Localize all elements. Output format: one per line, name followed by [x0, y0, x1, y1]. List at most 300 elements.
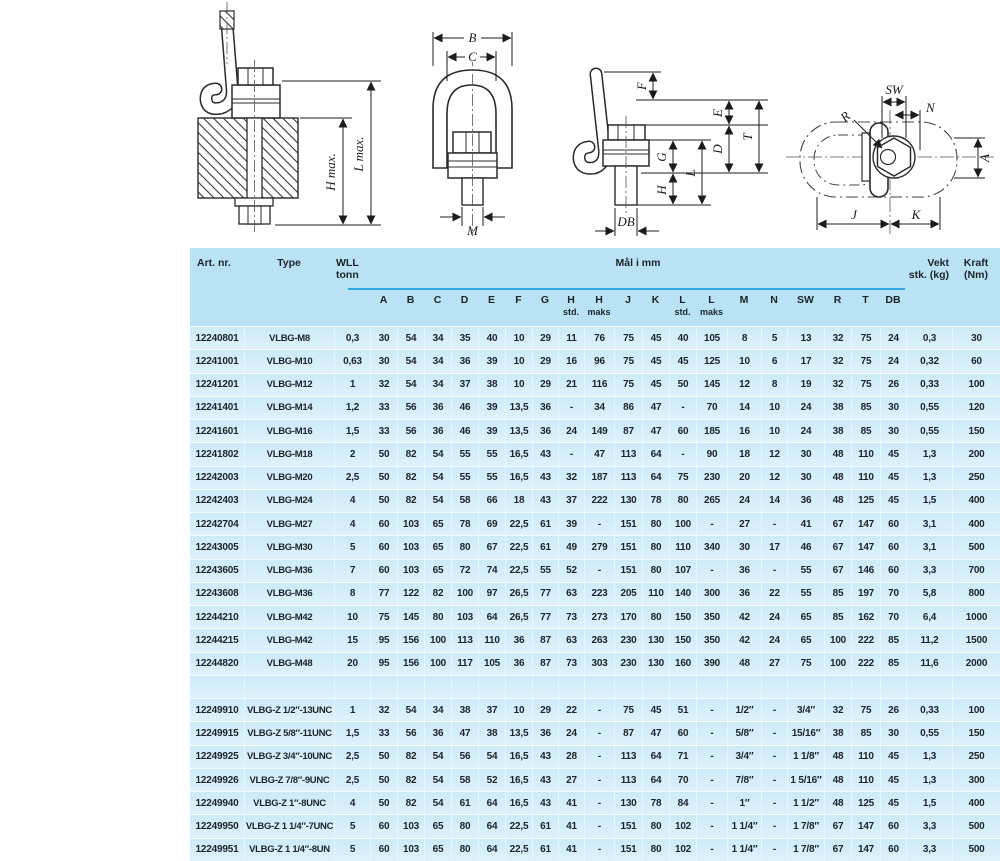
table-cell: 30 — [370, 350, 397, 372]
table-cell: 60 — [370, 560, 397, 582]
table-cell: - — [761, 699, 787, 721]
table-cell: 36 — [505, 629, 532, 651]
table-cell: 55 — [532, 560, 558, 582]
table-cell: 113 — [614, 467, 642, 489]
dim-label-b: B — [468, 30, 477, 45]
table-cell: 12241201 — [195, 379, 239, 391]
table-cell: 147 — [851, 815, 880, 837]
table-row — [190, 745, 1000, 768]
table-cell: 60 — [370, 536, 397, 558]
table-cell: 13,5 — [505, 722, 532, 744]
table-cell — [906, 676, 952, 698]
table-cell: 50 — [370, 769, 397, 791]
table-cell: 47 — [642, 420, 669, 442]
table-cell: 80 — [451, 536, 478, 558]
table-cell: 74 — [478, 560, 505, 582]
table-cell: 46 — [451, 397, 478, 419]
table-cell: 22,5 — [505, 815, 532, 837]
table-cell: 55 — [478, 467, 505, 489]
table-cell: 47 — [642, 722, 669, 744]
table-cell: 75 — [851, 699, 880, 721]
table-cell: 56 — [397, 397, 424, 419]
table-cell: - — [584, 839, 614, 861]
table-cell: 27 — [558, 769, 584, 791]
dim-col-header: M — [739, 294, 749, 306]
table-cell: 46 — [451, 420, 478, 442]
table-cell: - — [761, 815, 787, 837]
table-cell: 147 — [851, 536, 880, 558]
table-cell: 36 — [424, 722, 451, 744]
table-cell: 110 — [851, 746, 880, 768]
table-cell: 2 — [334, 443, 370, 465]
table-cell: 64 — [642, 467, 669, 489]
table-cell: 30 — [787, 467, 824, 489]
header-wll: WLL tonn — [336, 257, 359, 281]
table-cell: 66 — [478, 490, 505, 512]
table-cell: 77 — [532, 583, 558, 605]
table-cell: 42 — [727, 629, 761, 651]
table-cell: 5 — [334, 839, 370, 861]
table-cell: 80 — [642, 815, 669, 837]
bottom-washer — [235, 198, 273, 206]
table-cell: 110 — [669, 536, 696, 558]
table-cell: 36 — [532, 420, 558, 442]
table-cell: 40 — [669, 327, 696, 349]
spec-table — [190, 248, 1000, 861]
header-dims-group: Mål i mm — [615, 257, 661, 269]
table-cell: 42 — [727, 606, 761, 628]
table-cell: 162 — [851, 606, 880, 628]
table-cell: 265 — [696, 490, 727, 512]
table-cell: 1 1/2″ — [787, 792, 824, 814]
table-row — [190, 466, 1000, 489]
table-cell — [478, 676, 505, 698]
table-cell: 38 — [824, 420, 851, 442]
table-cell: 170 — [614, 606, 642, 628]
table-cell: 13,5 — [505, 397, 532, 419]
table-cell: 16,5 — [505, 769, 532, 791]
table-cell: 4 — [334, 792, 370, 814]
table-cell: 13 — [787, 327, 824, 349]
table-cell: 47 — [642, 397, 669, 419]
table-cell: 36 — [532, 722, 558, 744]
table-header — [190, 248, 1000, 326]
table-cell: 64 — [478, 839, 505, 861]
table-cell: 110 — [851, 769, 880, 791]
table-cell — [424, 676, 451, 698]
table-cell: 41 — [787, 513, 824, 535]
table-cell: - — [696, 746, 727, 768]
table-cell: - — [584, 769, 614, 791]
table-cell: VLBG-Z 1/2″-13UNC — [244, 699, 334, 721]
table-cell: 17 — [787, 350, 824, 372]
table-row — [190, 326, 1000, 349]
table-cell: 147 — [851, 839, 880, 861]
table-cell: 60 — [370, 815, 397, 837]
table-cell: 100 — [952, 374, 1000, 396]
table-cell: VLBG-M36 — [244, 583, 334, 605]
table-cell: 50 — [370, 467, 397, 489]
table-cell: 24 — [727, 490, 761, 512]
table-cell: 223 — [584, 583, 614, 605]
table-cell: 36 — [424, 397, 451, 419]
table-cell: 14 — [761, 490, 787, 512]
table-cell: - — [584, 815, 614, 837]
table-cell: 1″ — [727, 792, 761, 814]
table-cell: 80 — [642, 560, 669, 582]
table-cell: 130 — [642, 653, 669, 675]
table-cell: 12241802 — [195, 448, 239, 460]
table-cell: 35 — [451, 327, 478, 349]
table-cell: 50 — [669, 374, 696, 396]
table-cell: 45 — [642, 699, 669, 721]
header-type: Type — [277, 257, 301, 269]
table-cell: 64 — [478, 792, 505, 814]
table-cell: 12249950 — [195, 821, 239, 833]
table-cell: 12244820 — [195, 658, 239, 670]
table-cell — [558, 676, 584, 698]
dim-label-f: F — [634, 82, 649, 90]
table-cell: 61 — [451, 792, 478, 814]
dim-col-header: A — [379, 294, 388, 306]
table-cell: 125 — [851, 792, 880, 814]
table-row — [190, 814, 1000, 837]
table-cell: 45 — [880, 792, 906, 814]
table-cell: 55 — [451, 443, 478, 465]
table-row — [190, 838, 1000, 861]
table-cell: 67 — [824, 513, 851, 535]
table-cell: - — [558, 443, 584, 465]
table-cell: 1 1/8″ — [787, 746, 824, 768]
table-cell: 1,5 — [906, 490, 952, 512]
table-cell: 2000 — [952, 653, 1000, 675]
table-cell: - — [584, 792, 614, 814]
table-cell: - — [584, 722, 614, 744]
table-cell: 67 — [824, 560, 851, 582]
table-cell: 24 — [761, 606, 787, 628]
table-cell: 45 — [642, 374, 669, 396]
table-cell: 3,1 — [906, 513, 952, 535]
table-cell: 49 — [558, 536, 584, 558]
table-cell — [952, 676, 1000, 698]
table-cell: 84 — [669, 792, 696, 814]
table-cell: 65 — [787, 629, 824, 651]
hex-nut — [453, 132, 491, 153]
table-cell: 12241001 — [195, 355, 239, 367]
table-row — [190, 396, 1000, 419]
bolt-hole — [881, 150, 896, 165]
header-art-nr: Art. nr. — [197, 257, 231, 269]
table-cell: 100 — [424, 629, 451, 651]
table-cell: 87 — [614, 722, 642, 744]
table-cell: 100 — [424, 653, 451, 675]
table-cell: 78 — [451, 513, 478, 535]
table-cell: 10 — [761, 420, 787, 442]
table-cell: 26,5 — [505, 606, 532, 628]
table-cell: 150 — [669, 606, 696, 628]
table-cell: 75 — [851, 374, 880, 396]
table-cell: 85 — [851, 397, 880, 419]
table-cell: 250 — [952, 467, 1000, 489]
table-cell: 24 — [558, 722, 584, 744]
table-cell: 28 — [558, 746, 584, 768]
table-cell: 24 — [787, 397, 824, 419]
table-cell: 60 — [370, 513, 397, 535]
table-cell: 10 — [505, 350, 532, 372]
table-cell: 103 — [397, 560, 424, 582]
table-cell: 97 — [478, 583, 505, 605]
table-cell: 43 — [532, 769, 558, 791]
table-cell: 1 1/4″ — [727, 839, 761, 861]
table-cell — [334, 676, 370, 698]
collar-plate — [862, 133, 870, 181]
table-cell: 77 — [370, 583, 397, 605]
table-cell: 39 — [478, 350, 505, 372]
table-cell: - — [696, 513, 727, 535]
table-cell: 16 — [727, 420, 761, 442]
table-cell: 500 — [952, 815, 1000, 837]
table-cell: 200 — [952, 443, 1000, 465]
table-cell: 78 — [642, 792, 669, 814]
table-cell: - — [696, 560, 727, 582]
table-cell: 102 — [669, 839, 696, 861]
table-cell: 95 — [370, 653, 397, 675]
table-cell: 54 — [424, 746, 451, 768]
table-cell — [397, 676, 424, 698]
dim-col-header: L std. — [674, 294, 691, 317]
table-cell: VLBG-Z 1 1/4″-7UNC — [244, 815, 334, 837]
table-cell: VLBG-M30 — [244, 536, 334, 558]
table-cell: 86 — [614, 397, 642, 419]
drawing-side-view — [556, 28, 791, 246]
table-cell: 103 — [397, 536, 424, 558]
table-cell: 5 — [334, 536, 370, 558]
table-cell: 33 — [370, 420, 397, 442]
table-cell: 58 — [451, 769, 478, 791]
table-cell: 1/2″ — [727, 699, 761, 721]
table-cell: 38 — [478, 722, 505, 744]
table-cell: 250 — [952, 746, 1000, 768]
table-cell: 54 — [424, 769, 451, 791]
table-cell: 29 — [532, 327, 558, 349]
table-cell: 48 — [824, 443, 851, 465]
dim-label-c: C — [468, 49, 477, 64]
table-cell: 1,5 — [334, 420, 370, 442]
table-cell: 82 — [424, 583, 451, 605]
table-cell: 22,5 — [505, 513, 532, 535]
table-cell: 12 — [727, 374, 761, 396]
table-cell: 56 — [397, 420, 424, 442]
table-cell: 222 — [851, 653, 880, 675]
table-cell — [727, 676, 761, 698]
table-cell: - — [669, 397, 696, 419]
table-cell: - — [696, 839, 727, 861]
table-cell: VLBG-M36 — [244, 560, 334, 582]
table-cell: 145 — [696, 374, 727, 396]
table-cell: VLBG-M8 — [244, 327, 334, 349]
table-row — [190, 489, 1000, 512]
table-cell: 43 — [532, 490, 558, 512]
table-cell: 52 — [558, 560, 584, 582]
table-cell: 12 — [761, 467, 787, 489]
table-cell: 85 — [851, 722, 880, 744]
dim-col-header: SW — [797, 294, 814, 306]
table-cell: 24 — [880, 350, 906, 372]
table-cell: 400 — [952, 490, 1000, 512]
table-row — [190, 698, 1000, 721]
table-cell: VLBG-M10 — [244, 350, 334, 372]
table-cell: - — [761, 722, 787, 744]
table-cell: 87 — [532, 629, 558, 651]
table-cell: 60 — [880, 536, 906, 558]
table-cell: 303 — [584, 653, 614, 675]
table-cell: - — [669, 443, 696, 465]
table-cell: 67 — [824, 815, 851, 837]
table-cell: 71 — [669, 746, 696, 768]
table-cell: 12249910 — [195, 704, 239, 716]
table-cell: 75 — [370, 606, 397, 628]
table-cell: 90 — [696, 443, 727, 465]
table-cell: 33 — [370, 722, 397, 744]
table-cell: 54 — [397, 374, 424, 396]
table-cell: - — [696, 699, 727, 721]
table-cell: 30 — [952, 327, 1000, 349]
table-cell: 12244215 — [195, 635, 239, 647]
table-cell: - — [761, 560, 787, 582]
table-cell: 22,5 — [505, 536, 532, 558]
table-cell: VLBG-M20 — [244, 467, 334, 489]
table-cell: 73 — [558, 606, 584, 628]
table-cell: 75 — [614, 327, 642, 349]
table-cell: 12249925 — [195, 751, 239, 763]
table-cell: 22 — [558, 699, 584, 721]
table-cell: 5/8″ — [727, 722, 761, 744]
table-cell — [451, 676, 478, 698]
table-cell: 146 — [851, 560, 880, 582]
table-cell: 54 — [397, 699, 424, 721]
table-cell: 350 — [696, 629, 727, 651]
table-cell: 156 — [397, 653, 424, 675]
table-cell: 151 — [614, 815, 642, 837]
table-cell: 87 — [532, 653, 558, 675]
table-cell: 80 — [642, 606, 669, 628]
table-cell: 150 — [952, 722, 1000, 744]
table-cell: 54 — [424, 443, 451, 465]
table-cell: 43 — [532, 467, 558, 489]
table-cell: 130 — [614, 490, 642, 512]
table-cell: 1,2 — [334, 397, 370, 419]
table-cell: 8 — [334, 583, 370, 605]
table-cell: 46 — [787, 536, 824, 558]
table-cell: - — [584, 513, 614, 535]
dim-label-db: DB — [617, 214, 635, 229]
table-cell: 85 — [824, 606, 851, 628]
table-cell: 5,8 — [906, 583, 952, 605]
table-cell — [532, 676, 558, 698]
dim-col-header: R — [833, 294, 842, 306]
table-cell: 60 — [880, 513, 906, 535]
table-row — [190, 442, 1000, 465]
table-cell: 75 — [787, 653, 824, 675]
table-cell — [370, 676, 397, 698]
table-cell: 24 — [880, 327, 906, 349]
table-cell: 149 — [584, 420, 614, 442]
table-cell: 6 — [761, 350, 787, 372]
table-cell: 151 — [614, 536, 642, 558]
table-cell: 12243608 — [195, 588, 239, 600]
table-cell: 47 — [584, 443, 614, 465]
dim-col-header: E — [487, 294, 495, 306]
table-cell: 10 — [334, 606, 370, 628]
table-cell: 0,3 — [334, 327, 370, 349]
table-cell: 10 — [727, 350, 761, 372]
dim-label-sw: SW — [885, 82, 903, 97]
dim-col-header: F — [515, 294, 522, 306]
table-cell: VLBG-M18 — [244, 443, 334, 465]
table-cell: 125 — [696, 350, 727, 372]
table-cell: 12249951 — [195, 844, 239, 856]
table-cell: 50 — [370, 443, 397, 465]
table-cell: - — [584, 560, 614, 582]
table-cell: 32 — [824, 327, 851, 349]
table-cell: VLBG-Z 3/4″-10UNC — [244, 746, 334, 768]
table-cell: 48 — [824, 792, 851, 814]
table-cell: 12242403 — [195, 495, 239, 507]
table-cell: 45 — [880, 769, 906, 791]
table-cell: 82 — [397, 746, 424, 768]
table-cell: 3/4″ — [787, 699, 824, 721]
table-cell: 12242003 — [195, 472, 239, 484]
table-cell: 222 — [851, 629, 880, 651]
table-cell: 130 — [642, 629, 669, 651]
table-cell: 12240801 — [195, 332, 239, 344]
table-cell: 43 — [532, 443, 558, 465]
table-cell: 1 1/4″ — [727, 815, 761, 837]
table-cell: 45 — [642, 350, 669, 372]
table-cell: 36 — [787, 490, 824, 512]
table-cell: - — [558, 397, 584, 419]
table-cell: 4 — [334, 490, 370, 512]
table-cell: 15 — [334, 629, 370, 651]
header-kraft: Kraft (Nm) — [963, 257, 989, 281]
table-cell: 72 — [451, 560, 478, 582]
table-row — [190, 791, 1000, 814]
table-cell: 12241601 — [195, 425, 239, 437]
table-cell: 48 — [727, 653, 761, 675]
dim-label-r: R — [837, 108, 853, 125]
table-cell: 36 — [727, 560, 761, 582]
table-cell: 8 — [727, 327, 761, 349]
table-cell: 0,33 — [906, 699, 952, 721]
table-cell: 0,33 — [906, 374, 952, 396]
table-cell: 107 — [669, 560, 696, 582]
table-cell — [244, 676, 334, 698]
table-cell: - — [696, 769, 727, 791]
table-cell: 82 — [397, 443, 424, 465]
table-cell: 222 — [584, 490, 614, 512]
table-cell: 65 — [424, 560, 451, 582]
table-cell: 75 — [614, 699, 642, 721]
table-cell: 65 — [424, 815, 451, 837]
table-cell: - — [761, 769, 787, 791]
table-cell: - — [584, 746, 614, 768]
dims-underline — [348, 288, 905, 290]
table-cell: 26,5 — [505, 583, 532, 605]
table-cell: 100 — [952, 699, 1000, 721]
table-cell: VLBG-Z 5/8″-11UNC — [244, 722, 334, 744]
table-cell: 37 — [478, 699, 505, 721]
table-cell: 60 — [880, 815, 906, 837]
